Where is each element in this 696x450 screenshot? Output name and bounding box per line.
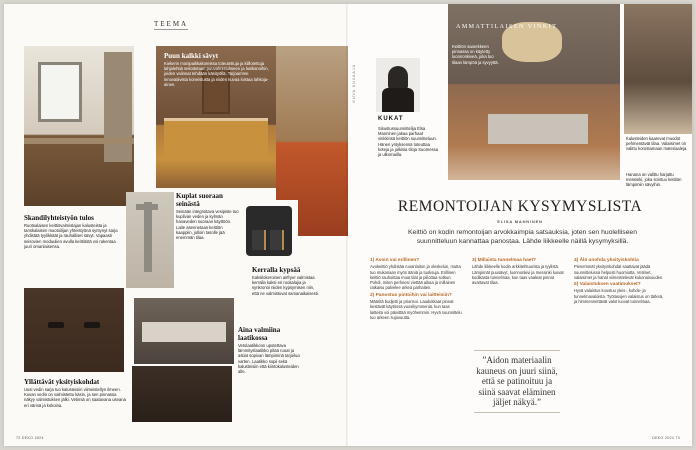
photo-interior [448, 4, 620, 180]
photo-dark-cabinets [132, 366, 232, 422]
caption-title: Yllättävät yksityiskohdat [24, 378, 100, 386]
section-label-right: AMMATTILAISEN VINKIT [456, 24, 558, 30]
question-answer: Pienemmät yksityiskohdat saattavat jäädä suunnittelussa helposti huomiotta. Vetimet, valaisimet ja hanat viimeistelevät kokonaisuuden. [574, 264, 664, 280]
photo-cabinet-handles [24, 288, 124, 372]
kukat-text: Sisustussuunnittelija Elsa Manninen jakaa parhaat vinkkinsä keittiön suunnitteluun. Hänen yrityksensä toteuttaa koteja ja julkisia tiloja Suomessa ja ulkomailla. [378, 126, 439, 158]
article-byline: ELISA MANNINEN [497, 219, 543, 224]
article-headline: REMONTOIJAN KYSYMYSLISTA [397, 198, 643, 215]
folio-right: DEKO 2024 73 [652, 436, 680, 440]
caption-text: Uusi vedin sarja tuo kalusteisiin viimeistellyn ilmeen. Kuvan vedin on valmistettu käsin, ja sen pinnassa näkyy valmistuksen jälki. Vetimiä on saatavana useana eri värinä ja kokoina. [24, 387, 126, 408]
caption-interior: Keittiön saarekkeen pinnassa on käytetty luonnonkiveä, joka tuo tilaan lämpöä ja syvyyttä. [452, 44, 499, 65]
photo-airfryer [240, 200, 298, 262]
photo-warming-drawer [134, 298, 234, 364]
caption-yllattavat [24, 378, 128, 408]
caption-title: Skandilyhteistyön tulos [24, 214, 94, 222]
caption-text: Ruotsalaisen keittiövalmistajan kalusteista ja tanskalaisen muotoilijan yhteistyönä syntynyt sarja yhdistää tyylikkäät ja rauhalliset sävyt. Vapaasti seisovien moduulien avulla keittiöstä voi rakentaa juuri omanlaisensa. [24, 223, 118, 249]
question-answer: Hyvä valaistus koostuu yleis-, kohde- ja tunnelmavaloista. Työtasojen valaistus on tärkeä, ja himmennettävät valot luovat tunnelmaa. [574, 288, 664, 305]
caption-title: Aina valmiina laatikossa [238, 326, 281, 342]
photo-side-kitchen [624, 4, 692, 134]
section-label: TEEMA [154, 20, 189, 28]
question-answer: Avokeittiö yhdistää ruoanlaiton ja oleskelun, mutta tuo mukanaan myös ääniä ja tuoksuja. Erillinen keittiö rauhoittaa muut tilat ja piilottaa sotkun. Pohdi, miten perheesi viettää aikaa ja millainen ratkaisu palvelee arkea parhaiten. [370, 264, 461, 291]
caption-text: Kaksilokeroinen airfryer valmistaa kerralla kaksi eri ruokalajia ja synkronoi niiden kypsymisen niin, että ne valmistuvat samanaikaisesti. [252, 275, 320, 296]
caption-kuplat [176, 192, 240, 240]
caption-kerralla [252, 266, 322, 296]
caption-title: Kuplat suoraan seinästä [176, 192, 223, 208]
article-lead: Keittiö on kodin remontoijan arvokkaimpia satsauksia, joten sen huolelliseen suunnitteluun kannattaa panostaa. Lähde liikkeelle näillä kysymyksillä. [408, 229, 637, 245]
question-heading: 5) Valaistuksen vaatimukset? [574, 282, 641, 288]
caption-aina [238, 326, 300, 374]
caption-side-2: Hanana on valittu harjattu messinki, joka sointuu keittiön lämpimiin sävyihin. [626, 172, 682, 188]
caption-skandi [24, 214, 124, 249]
column-2 [472, 256, 564, 287]
column-1 [370, 256, 462, 322]
vertical-credit: KUVA KUVAAJA [352, 64, 356, 103]
pull-quote: ”Aidon materiaalin kauneus on juuri siinä, että se patinoituu ja siinä saavat eläminen jäljet näkyä.” [474, 350, 560, 413]
caption-puun-savyt [164, 52, 272, 87]
photo-kitchen-window [24, 46, 134, 206]
folio-left: 72 DEKO 2024 [16, 436, 44, 440]
question-heading: 1) Avoin vai erillinen? [370, 258, 420, 263]
kukat-name: KUKAT [378, 116, 404, 122]
caption-text: Seinään integroitava vesipiste tuo kuplivan veden ja kylmän hanaveden suoraan käyttöön. Laite asennetaan keittiön kaappiin, jolloin tasolle jää enemmän tilaa. [176, 209, 239, 241]
photo-faucet [126, 192, 174, 288]
magazine-spread [4, 4, 692, 446]
question-answer: Määritä budjetti ja priorisoi. Laadukkaat pinnat kestävät käytössä vuosikymmeniä, kun taas laitteita voi päivittää myöhemmin. Hyvä suunnittelu tuo arkeen sujuvuutta. [370, 299, 462, 320]
caption-text: Kiekerin monipaikkakoreissa toteutettuja ja kiillotettuja lahjalehtiä sekoitetaan puuvalmistukseen ja lasikanoihin, joiden valinnat tehdään käsityöllä. Tarjoamme innovatiivista koneistusta ja niiden kuvaa loistaa lahkoja-ainen. [164, 61, 269, 87]
question-answer: Lähde liikkeelle kodin arkkitehtuurista ja tyylistä. Lämpimät puusävyt, luonnonkivi ja messinki luovat kodikasta tunnelmaa, kun taas vaaleat pinnat avartavat tilaa. [472, 264, 564, 286]
caption-title: Kerralla kypsää [252, 266, 301, 274]
left-page [4, 4, 348, 446]
question-heading: 3) Millaista tunnelmaa haet? [472, 258, 536, 263]
column-3 [574, 256, 666, 306]
caption-side: Kalusteiden kaarevat muodot pehmentävät tilaa. Valaisimet on valittu korostamaan materiaaleja. [626, 136, 688, 152]
caption-text: Vetolaatikkoon upotettava lämmityslaatikko pitää ruoat ja astiat sopivan lämpiminä tarjoilua varten. Laatikko sopii sekä kalusteisiin että kiintokalusteiden alle. [238, 343, 300, 375]
question-heading: 4) Ålä unohda yksityiskohtia [574, 258, 639, 263]
question-heading: 2) Panostus pintoihin vai laitteisiin? [370, 292, 452, 298]
caption-title: Puun kalkki sävyt [164, 52, 219, 60]
right-page [348, 4, 692, 446]
photo-portrait [376, 58, 420, 112]
